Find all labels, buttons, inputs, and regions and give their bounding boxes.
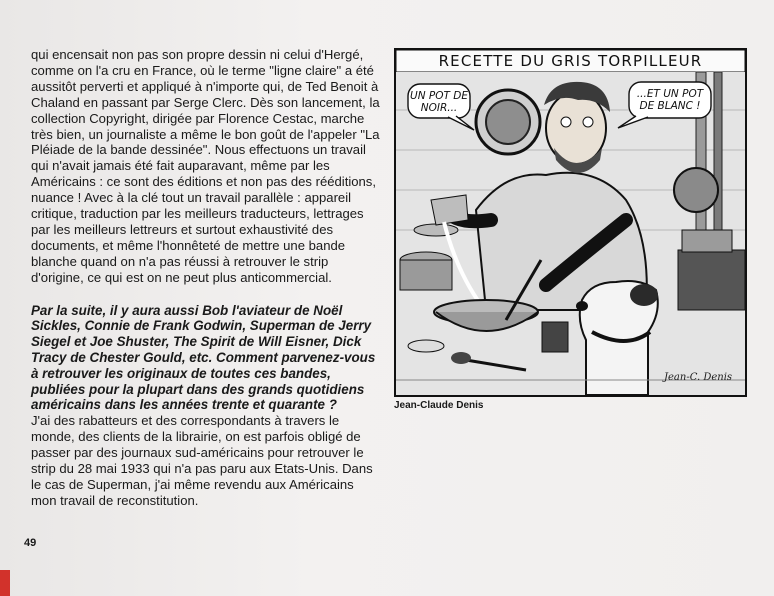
article-paragraph: qui encensait non pas son propre dessin ni celui d'Hergé, comme on l'a cru en France, où le terme "ligne claire" a été aussitôt perverti et appliqué à n'importe qui, de Ted Benoit à Chaland en passant par Serge Clerc. Dès son lancement, la collection Copyright, dirigée par Florence Cestac, marche très bien, un journaliste a même le bon goût de l'appeler "La Pléiade de la bande dessinée". Nous effectuons un travail qui n'avait jamais été fait auparavant, même par les Américains : ce sont des éditions et non pas des rééditions, nuance ! Avec à la clé tout un travail parallèle : appareil critique, traduction par les meilleurs traducteurs, lettrages par les meilleurs lettreurs et surtout exhaustivité des documents, et même l'honnêteté de mettre une bande blanche quand on n'a pas réussi à retrouver le strip d'origine, ce qui est on ne peut plus anticommercial. [31, 47, 380, 285]
illustration-caption: Jean-Claude Denis [394, 400, 484, 411]
page-number: 49 [24, 537, 37, 549]
article-text-column [31, 47, 381, 509]
page-edge-marker [0, 570, 10, 596]
interview-answer: J'ai des rabatteurs et des correspondants à travers le monde, des clients de la librairie, on est parfois obligé de passer par des journaux sud-américains pour retrouver le strip du 28 mai 1933 qui n'a pas paru aux Etats-Unis. Dans le cas de Superman, j'ai même revendu aux Américains mon travail de reconstitution. [31, 413, 373, 508]
comic-illustration [394, 48, 747, 397]
speech-bubble-left: UN POT DE NOIR... [410, 90, 468, 114]
artist-signature: Jean-C. Denis [664, 372, 733, 383]
speech-bubble-right: ...ET UN POT DE BLANC ! [636, 88, 704, 112]
interview-question: Par la suite, il y aura aussi Bob l'aviateur de Noël Sickles, Connie de Frank Godwin, Superman de Jerry Siegel et Joe Shuster, The Spirit de Will Eisner, Dick Tracy de Chester Gould, etc. Comment parvenez-vous à retrouver les originaux de toutes ces bandes, publiées pour la plupart dans des grands quotidiens américains dans les années trente et quarante ? [31, 302, 376, 413]
comic-title: RECETTE DU GRIS TORPILLEUR [438, 52, 703, 70]
